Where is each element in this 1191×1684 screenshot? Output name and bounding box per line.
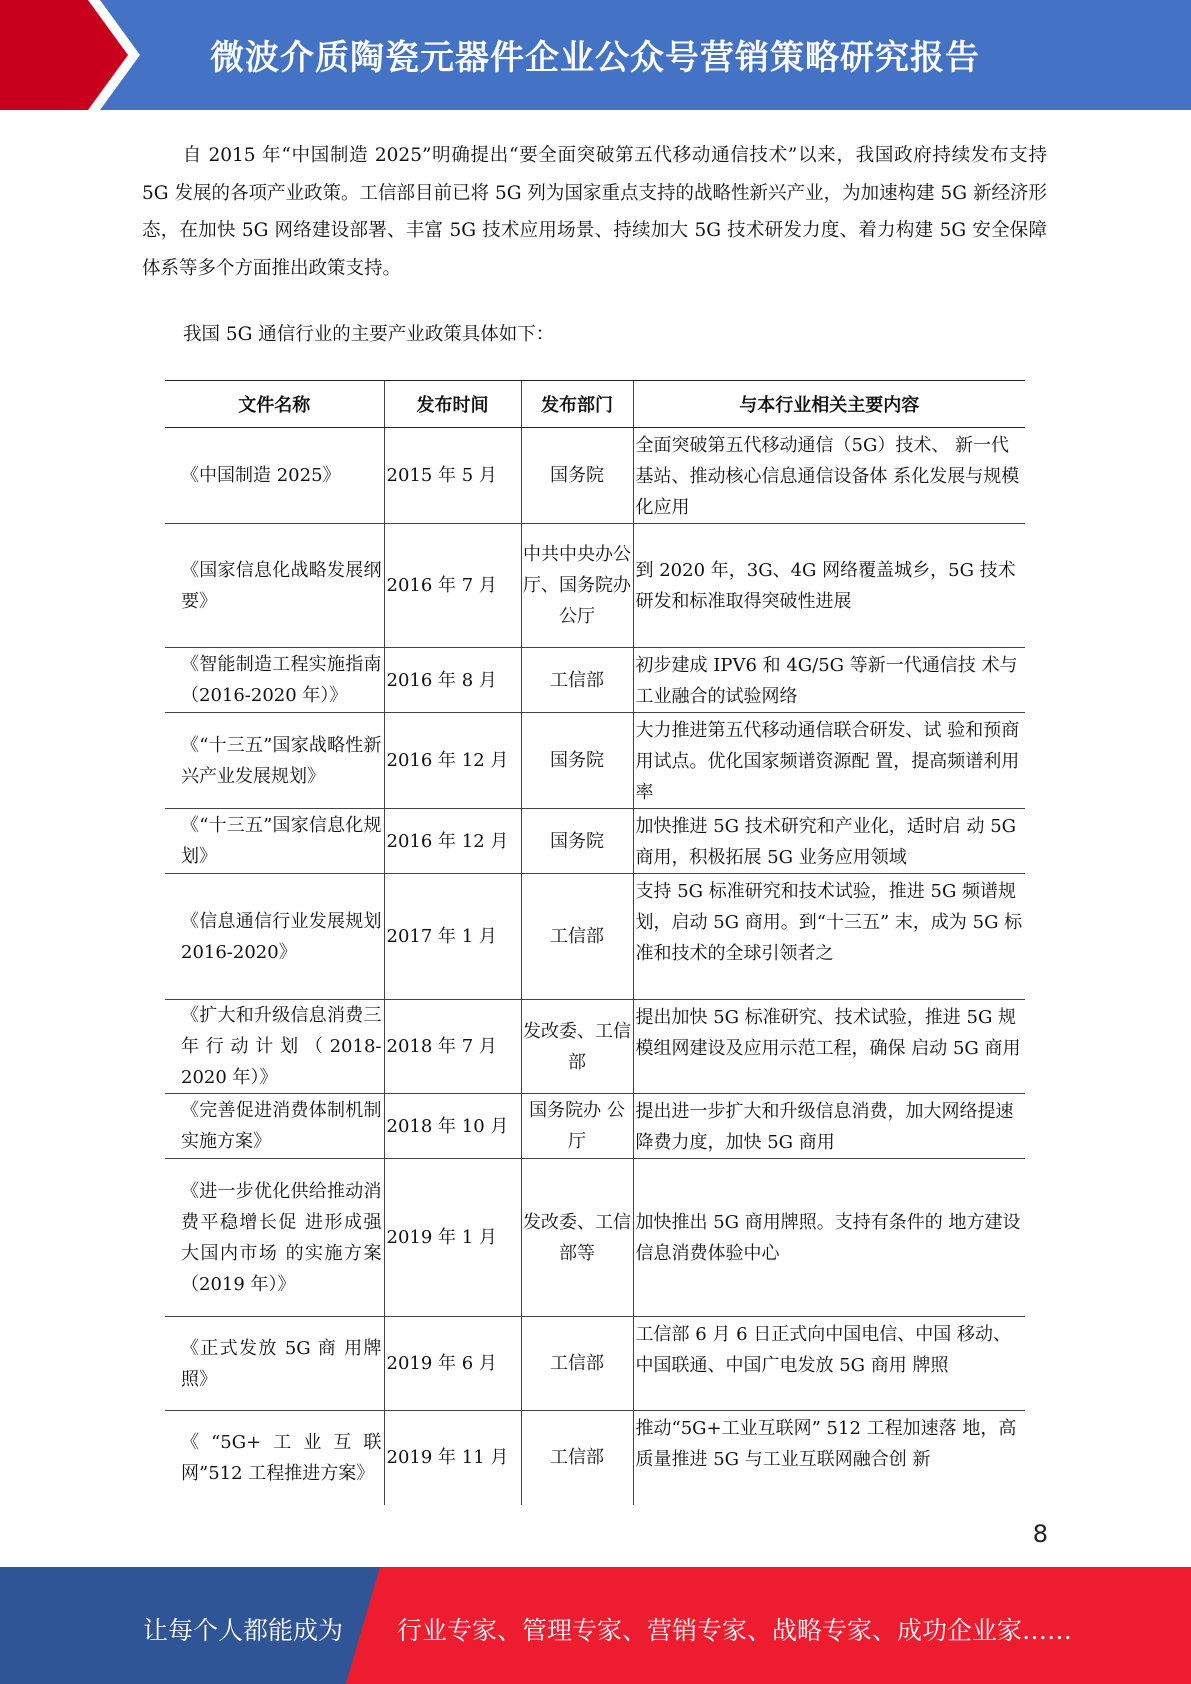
dept-cell: 国务院 <box>521 713 633 809</box>
table-row <box>165 524 1025 648</box>
dept-cell: 国务院 <box>521 809 633 874</box>
table-row <box>165 1411 1025 1505</box>
doc-name-cell: 《“5G+工业互联网”512 工程推进方案》 <box>181 1431 382 1484</box>
doc-name-cell: 《国家信息化战略发展纲要》 <box>165 524 384 648</box>
intro-text: 自 2015 年“中国制造 2025”明确提出“要全面突破第五代移动通信技术”以来，我国政府持续发布支持 5G 发展的各项产业政策。工信部目前已将 5G 列为国家重点支持的战略性新兴产业，为加速构建 5G 新经济形态，在加快 5G 网络建设部署、丰富 5G 技术应用场景、持续加大 5G 技术研发力度、着力构建 5G 安全保障体系等多个方面推出政策支持。 <box>142 145 1047 279</box>
date-cell: 2019 年 6 月 <box>384 1317 521 1411</box>
date-cell: 2016 年 7 月 <box>384 524 521 648</box>
content-cell: 支持 5G 标准研究和技术试验，推进 5G 频谱规划，启动 5G 商用。到“十三五” 末，成为 5G 标准和技术的全球引领者之 <box>633 874 1025 1000</box>
table-row <box>165 713 1025 809</box>
table-row <box>165 648 1025 713</box>
col-header-name: 文件名称 <box>165 381 384 428</box>
col-header-content: 与本行业相关主要内容 <box>633 381 1025 428</box>
col-header-dept: 发布部门 <box>521 381 633 428</box>
content-cell: 工信部 6 月 6 日正式向中国电信、中国 移动、中国联通、中国广电发放 5G 商用 牌照 <box>633 1317 1025 1411</box>
table-row <box>165 1094 1025 1159</box>
dept-cell: 工信部 <box>521 874 633 1000</box>
content-cell: 全面突破第五代移动通信（5G）技术、 新一代基站、推动核心信息通信设备体 系化发展与规模化应用 <box>633 428 1025 524</box>
table-intro: 我国 5G 通信行业的主要产业政策具体如下： <box>183 324 555 345</box>
dept-cell: 国务院 <box>521 428 633 524</box>
dept-cell: 发改委、工信部等 <box>521 1159 633 1317</box>
table-row <box>165 428 1025 524</box>
dept-cell: 发改委、工信部 <box>521 1000 633 1094</box>
table-row <box>165 1159 1025 1317</box>
date-cell: 2019 年 11 月 <box>384 1411 521 1505</box>
date-cell: 2018 年 7 月 <box>384 1000 521 1094</box>
date-cell: 2016 年 8 月 <box>384 648 521 713</box>
doc-name-cell: 《信息通信行业发展规划 2016-2020》 <box>165 874 384 1000</box>
doc-name-cell: 《中国制造 2025》 <box>165 428 384 524</box>
content-cell: 大力推进第五代移动通信联合研发、试 验和预商用试点。优化国家频谱资源配 置，提高频谱利用率 <box>633 713 1025 809</box>
content-cell: 初步建成 IPV6 和 4G/5G 等新一代通信技 术与工业融合的试验网络 <box>633 648 1025 713</box>
doc-name-cell: 《“十三五”国家信息化规划》 <box>165 809 384 874</box>
header-arrow-icon <box>0 0 160 110</box>
date-cell: 2017 年 1 月 <box>384 874 521 1000</box>
doc-name-cell: 《扩大和升级信息消费三年行动计划（2018-2020 年）》 <box>165 1000 384 1094</box>
date-cell: 2016 年 12 月 <box>384 713 521 809</box>
page-number: 8 <box>1032 1520 1048 1548</box>
dept-cell: 工信部 <box>521 1317 633 1411</box>
intro-paragraph <box>142 137 1047 287</box>
content-cell: 到 2020 年，3G、4G 网络覆盖城乡，5G 技术研发和标准取得突破性进展 <box>633 524 1025 648</box>
date-cell: 2016 年 12 月 <box>384 809 521 874</box>
dept-cell: 工信部 <box>521 648 633 713</box>
doc-name-cell: 《完善促进消费体制机制实施方案》 <box>165 1094 384 1159</box>
date-cell: 2015 年 5 月 <box>384 428 521 524</box>
content-cell: 加快推出 5G 商用牌照。支持有条件的 地方建设信息消费体验中心 <box>633 1159 1025 1317</box>
doc-name-cell: 《进一步优化供给推动消费平稳增长促 进形成强大国内市场 的实施方案（2019 年）》 <box>165 1159 384 1317</box>
table-header-row <box>165 381 1025 428</box>
date-cell: 2019 年 1 月 <box>384 1159 521 1317</box>
content-cell: 加快推进 5G 技术研究和产业化，适时启 动 5G 商用，积极拓展 5G 业务应用领域 <box>633 809 1025 874</box>
content-cell: 提出进一步扩大和升级信息消费，加大网络提速降费力度，加快 5G 商用 <box>633 1094 1025 1159</box>
doc-name-cell: 《正式发放 5G 商 用牌照》 <box>165 1317 384 1411</box>
dept-cell: 工信部 <box>521 1411 633 1505</box>
content-cell: 推动“5G+工业互联网” 512 工程加速落 地，高质量推进 5G 与工业互联网融合创 新 <box>633 1411 1025 1505</box>
page-header <box>0 0 1191 110</box>
table-row <box>165 1000 1025 1094</box>
table-row <box>165 809 1025 874</box>
dept-cell: 国务院办 公厅 <box>521 1094 633 1159</box>
table-row <box>165 874 1025 1000</box>
col-header-date: 发布时间 <box>384 381 521 428</box>
content-cell: 提出加快 5G 标准研究、技术试验，推进 5G 规模组网建设及应用示范工程，确保 启动 5G 商用 <box>633 1000 1025 1094</box>
report-title: 微波介质陶瓷元器件企业公众号营销策略研究报告 <box>210 38 980 78</box>
footer-slogan-left: 让每个人都能成为 <box>143 1616 344 1645</box>
doc-name-cell: 《“十三五”国家战略性新兴产业发展规划》 <box>165 713 384 809</box>
page-footer <box>0 1567 1191 1684</box>
policy-table <box>165 380 1025 1505</box>
dept-cell: 中共中央办公厅、国务院办 公厅 <box>521 524 633 648</box>
footer-slogan-right: 行业专家、管理专家、营销专家、战略专家、成功企业家…… <box>397 1616 1073 1645</box>
date-cell: 2018 年 10 月 <box>384 1094 521 1159</box>
table-row <box>165 1317 1025 1411</box>
doc-name-cell: 《智能制造工程实施指南（2016-2020 年）》 <box>165 648 384 713</box>
